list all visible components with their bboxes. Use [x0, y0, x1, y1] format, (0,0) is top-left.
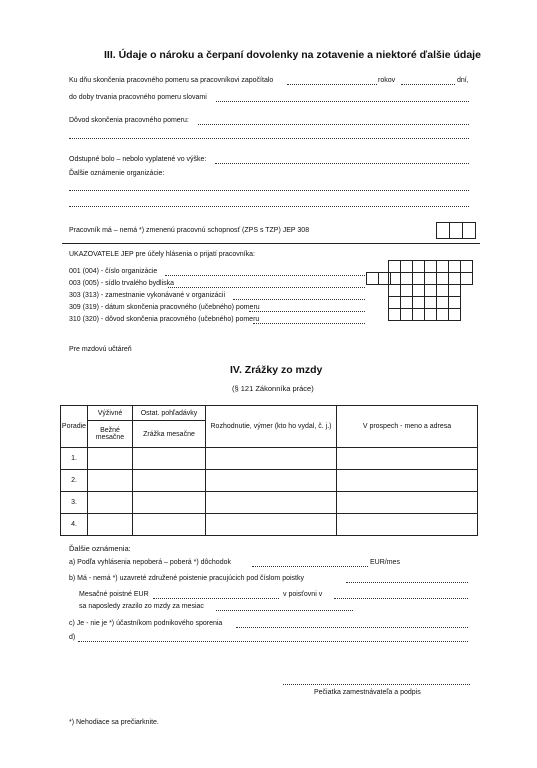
line1-years-label: rokov — [378, 77, 396, 84]
col-rozhodnutie: Rozhodnutie, výmer (kto ho vydal, č. j.) — [206, 406, 337, 448]
jep-item-001-dots — [165, 275, 365, 276]
dalsie-b-field[interactable] — [346, 582, 468, 583]
dalsie-b-poistovni-label: v poisťovni v — [283, 591, 323, 598]
col-vyzivne: Výživné — [88, 406, 133, 421]
section4-title: IV. Zrážky zo mzdy — [230, 364, 323, 376]
jep-title: UKAZOVATELE JEP pre účely hlásenia o prijatí pracovníka: — [69, 251, 255, 258]
zrazky-table — [60, 405, 478, 536]
section3-divider — [62, 243, 480, 244]
dalsie-d-field[interactable] — [78, 641, 468, 642]
line4-field[interactable] — [215, 163, 469, 164]
row-number: 4. — [61, 514, 88, 536]
signature-label: Pečiatka zamestnávateľa a podpis — [314, 689, 421, 696]
dalsie-b-zrazilo-field[interactable] — [216, 610, 353, 611]
table-row[interactable] — [61, 492, 478, 514]
jep-grid-lower[interactable] — [388, 284, 461, 321]
line4-label: Odstupné bolo – nebolo vyplatené vo výške: — [69, 156, 207, 163]
line3-field[interactable] — [198, 124, 469, 125]
line1-label: Ku dňu skončenia pracovného pomeru sa pracovníkovi započítalo — [69, 77, 274, 84]
jep-item-303-dots — [233, 299, 365, 300]
dalsie-title: Ďalšie oznámenia: — [69, 544, 131, 553]
line3-label: Dôvod skončenia pracovného pomeru: — [69, 117, 189, 124]
table-row[interactable] — [61, 448, 478, 470]
line1-field-years[interactable] — [287, 84, 377, 85]
jep-item-003-dots — [168, 287, 365, 288]
line5-label: Ďalšie oznámenie organizácie: — [69, 170, 165, 177]
dalsie-c-label: c) Je - nie je *) účastníkom podnikového sporenia — [69, 620, 223, 627]
jep-item-309: 309 (319) - dátum skončenia pracovného (učebného) pomeru — [69, 304, 260, 311]
table-row[interactable] — [61, 470, 478, 492]
jep-grid-top[interactable] — [388, 260, 473, 285]
dalsie-c-field[interactable] — [236, 627, 468, 628]
section3-title: III. Údaje o nároku a čerpaní dovolenky na zotavenie a niektoré ďalšie údaje — [104, 49, 481, 61]
jep-item-003: 003 (005) - sídlo trvalého bydliska — [69, 280, 175, 287]
dalsie-b-label: b) Má - nemá *) uzavreté združené poistenie pracujúcich pod číslom poistky — [69, 575, 304, 582]
row-number: 1. — [61, 448, 88, 470]
zps-boxes[interactable] — [436, 222, 476, 239]
dalsie-b-zrazilo-label: sa naposledy zrazilo zo mzdy za mesiac — [79, 603, 204, 610]
line2-label: do doby trvania pracovného pomeru slovami — [69, 94, 207, 101]
line2-field[interactable] — [216, 101, 469, 102]
jep-item-303: 303 (313) - zamestnanie vykonávané v organizácii — [69, 292, 226, 299]
line5-field-1[interactable] — [69, 190, 469, 191]
dalsie-b-mesacne-label: Mesačné poistné EUR — [79, 591, 149, 598]
row-number: 2. — [61, 470, 88, 492]
col-ostat: Ostat. pohľadávky — [133, 406, 206, 421]
col-bezne: Bežné mesačne — [88, 421, 133, 448]
line3-field-2[interactable] — [69, 138, 469, 139]
dalsie-b-poistovni-field[interactable] — [334, 598, 468, 599]
dalsie-b-mesacne-field[interactable] — [153, 598, 279, 599]
jep-item-310-dots — [253, 323, 365, 324]
table-row[interactable] — [61, 514, 478, 536]
jep-item-001: 001 (004) - číslo organizácie — [69, 268, 158, 275]
jep-item-310: 310 (320) - dôvod skončenia pracovného (učebného) pomeru — [69, 316, 260, 323]
col-vprospech: V prospech - meno a adresa — [337, 406, 478, 448]
signature-line[interactable] — [283, 684, 470, 685]
dalsie-a-field[interactable] — [252, 566, 368, 567]
section4-subtitle: (§ 121 Zákonníka práce) — [232, 384, 314, 393]
row-number: 3. — [61, 492, 88, 514]
footnote: *) Nehodiace sa prečiarknite. — [69, 719, 159, 726]
pre-mzdovu-label: Pre mzdovú učtáreň — [69, 346, 132, 353]
dalsie-a-label: a) Podľa vyhlásenia nepoberá – poberá *) dôchodok — [69, 559, 231, 566]
col-poradie: Poradie — [61, 406, 88, 448]
line1-field-days[interactable] — [401, 84, 455, 85]
col-zrazka: Zrážka mesačne — [133, 421, 206, 448]
dalsie-a-unit: EUR/mes — [370, 559, 400, 566]
dalsie-d-label: d) — [69, 634, 76, 641]
jep-item-309-dots — [249, 311, 365, 312]
line1-days-label: dní, — [457, 77, 469, 84]
line5-field-2[interactable] — [69, 206, 469, 207]
line6-label: Pracovník má – nemá *) zmenenú pracovnú schopnosť (ZPS s TZP) JEP 308 — [69, 227, 310, 234]
